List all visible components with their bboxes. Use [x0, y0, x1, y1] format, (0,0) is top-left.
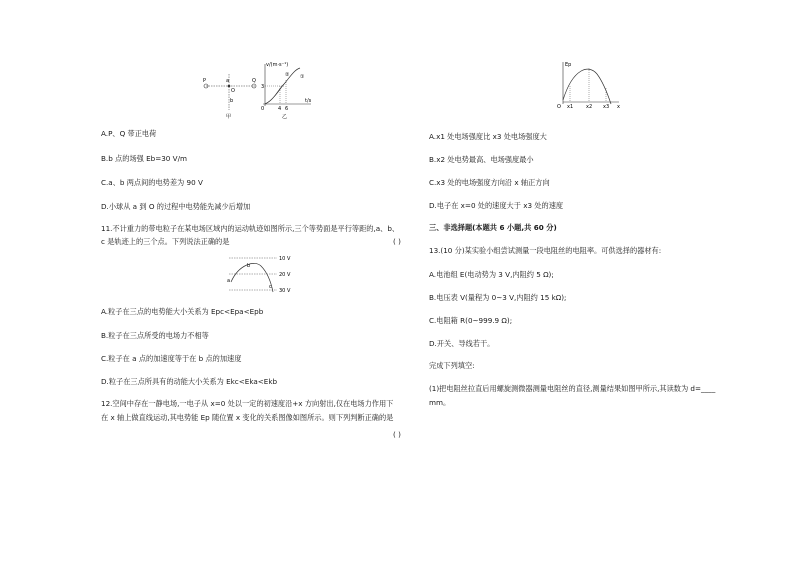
ep-x-axis-label: x	[617, 104, 620, 110]
q11-option-b: B.粒子在三点所受的电场力不相等	[101, 331, 209, 340]
fig1-label-a: a	[226, 78, 230, 84]
section-three-heading: 三、非选择题(本题共 6 小题,共 60 分)	[429, 223, 557, 232]
fig1-curve-2: ②	[285, 72, 290, 78]
fig1-tick-0: 0	[261, 106, 265, 112]
q11-fig-point-c: c	[269, 284, 272, 290]
q13-fill-instruction: 完成下列填空:	[429, 361, 475, 370]
fig1-label-o: O	[231, 88, 235, 94]
fig1-label-jia: 甲	[226, 114, 232, 120]
fig1-label-yi: 乙	[282, 114, 288, 120]
q11-trajectory-figure	[225, 252, 295, 298]
q12-option-c: C.x3 处的电场强度方向沿 x 轴正方向	[429, 178, 550, 187]
q10-option-d: D.小球从 a 到 O 的过程中电势能先减少后增加	[101, 202, 251, 211]
q12-stem-line2: 在 x 轴上做直线运动,其电势能 Ep 随位置 x 变化的关系图像如图所示。则下列判断正确的是	[101, 413, 394, 422]
q10-option-b: B.b 点的场强 Eb=30 V/m	[101, 154, 187, 163]
q11-fig-v20: 20 V	[279, 272, 291, 278]
ep-x1-label: x1	[567, 104, 574, 110]
q11-stem-line2: c 是轨迹上的三个点。下列说法正确的是	[101, 237, 230, 246]
q10-option-a: A.P、Q 带正电荷	[101, 129, 157, 138]
q11-option-d: D.粒子在三点所具有的动能大小关系为 Ekc<Eka<Ekb	[101, 377, 278, 386]
q13-item-b: B.电压表 V(量程为 0~3 V,内阻约 15 kΩ);	[429, 293, 567, 302]
ep-origin-label: O	[557, 104, 561, 110]
q13-item-d: D.开关、导线若干。	[429, 339, 495, 348]
q11-option-a: A.粒子在三点的电势能大小关系为 Epc<Epa<Epb	[101, 307, 264, 316]
figure-jia-yi	[196, 60, 316, 122]
ep-x3-label: x3	[603, 104, 610, 110]
q11-stem-line1: 11.不计重力的带电粒子在某电场区域内的运动轨迹如图所示,三个等势面是平行等距的,a、b、	[101, 224, 400, 233]
q13-part1-line2: mm。	[429, 398, 451, 407]
q11-fig-v30: 30 V	[279, 288, 291, 294]
q11-fig-v10: 10 V	[279, 256, 291, 262]
q11-fig-point-a: a	[227, 278, 231, 284]
q11-fig-point-b: b	[247, 263, 251, 269]
q13-item-c: C.电阻箱 R(0~999.9 Ω);	[429, 316, 513, 325]
fig1-tick-6: 6	[285, 106, 289, 112]
fig1-label-b: b	[230, 98, 234, 104]
right-column	[415, 0, 794, 562]
q12-stem-line1: 12.空间中存在一静电场,一电子从 x=0 处以一定的初速度沿+x 方向射出,仅在电场力作用下	[101, 399, 394, 408]
ep-x2-label: x2	[586, 104, 593, 110]
fig1-axis-t: t/s	[305, 98, 312, 104]
fig1-axis-v: v/(m·s⁻¹)	[266, 62, 289, 68]
q12-answer-paren: ( )	[393, 430, 401, 439]
q13-item-a: A.电池组 E(电动势为 3 V,内阻约 5 Ω);	[429, 270, 554, 279]
q11-answer-paren: ( )	[393, 237, 401, 246]
fig1-curve-1: ①	[300, 74, 305, 80]
fig1-tick-3: 3	[261, 84, 265, 90]
fig1-label-q: Q	[252, 78, 256, 84]
fig1-tick-4: 4	[278, 106, 282, 112]
ep-axis-label: Ep	[565, 62, 572, 68]
q12-option-a: A.x1 处电场强度比 x3 处电场强度大	[429, 132, 547, 141]
fig1-label-p: P	[203, 78, 207, 84]
q13-part1-line1: (1)把电阻丝拉直后用螺旋测微器测量电阻丝的直径,测量结果如图甲所示,其读数为 d=____	[429, 384, 716, 393]
ep-x-figure	[553, 58, 625, 110]
q10-option-c: C.a、b 两点间的电势差为 90 V	[101, 178, 203, 187]
q12-option-d: D.电子在 x=0 处的速度大于 x3 处的速度	[429, 201, 564, 210]
q13-stem: 13.(10 分)某实验小组尝试测量一段电阻丝的电阻率。可供选择的器材有:	[429, 246, 662, 255]
q12-option-b: B.x2 处电势最高、电场强度最小	[429, 155, 534, 164]
q11-option-c: C.粒子在 a 点的加速度等于在 b 点的加速度	[101, 354, 242, 363]
